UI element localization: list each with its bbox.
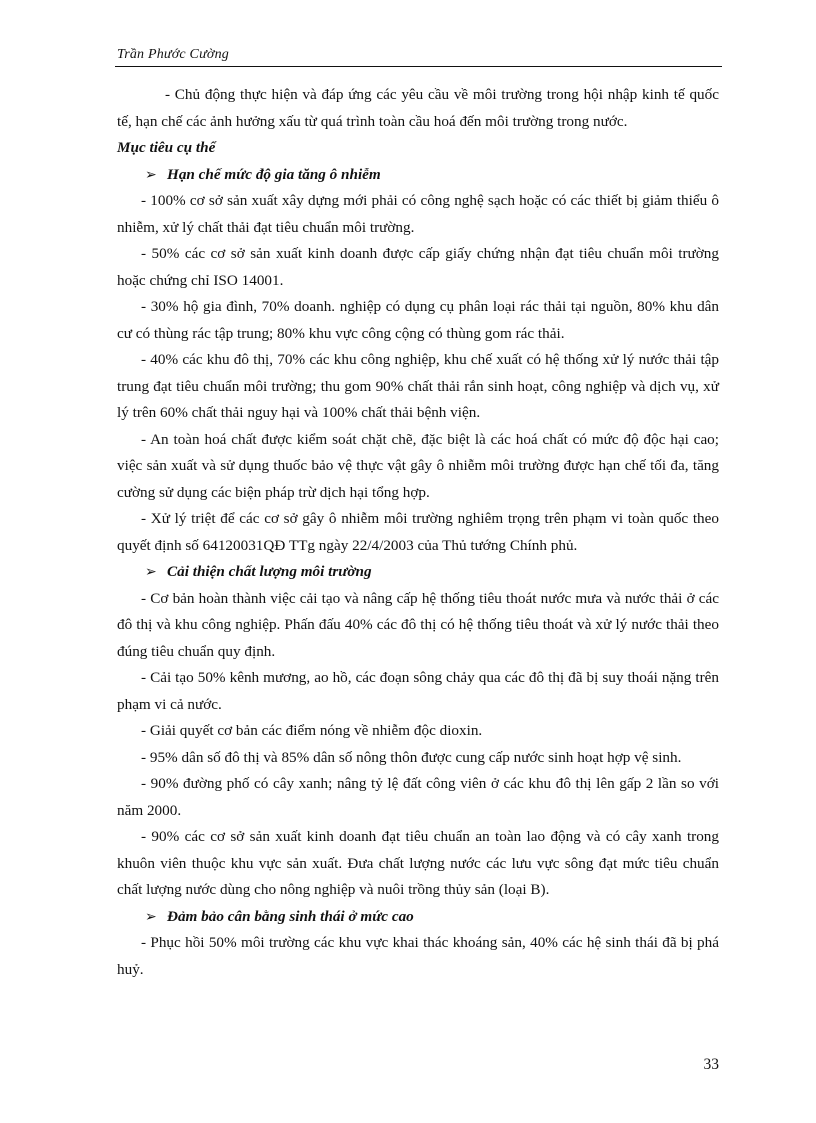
subsection-title: Cải thiện chất lượng môi trường bbox=[167, 563, 372, 580]
intro-paragraph: - Chủ động thực hiện và đáp ứng các yêu cầu về môi trường trong hội nhập kinh tế quốc tế, hạn chế các ảnh hưởng xấu từ quá trình toàn cầu hoá đến môi trường trong nước. bbox=[117, 86, 719, 130]
list-item: - Phục hồi 50% môi trường các khu vực khai thác khoáng sản, 40% các hệ sinh thái đã bị phá huỷ. bbox=[117, 934, 719, 978]
list-item: - 30% hộ gia đình, 70% doanh. nghiệp có dụng cụ phân loại rác thải tại nguồn, 80% khu dân cư có thùng rác tập trung; 80% khu vực công cộng có thùng gom rác thải. bbox=[117, 298, 719, 342]
subsection-heading bbox=[117, 559, 719, 586]
list-item: - Xử lý triệt để các cơ sở gây ô nhiễm môi trường nghiêm trọng trên phạm vi toàn quốc theo quyết định số 64120031QĐ TTg ngày 22/4/2003 của Thủ tướng Chính phủ. bbox=[117, 510, 719, 554]
list-item: - 40% các khu đô thị, 70% các khu công nghiệp, khu chế xuất có hệ thống xử lý nước thải tập trung đạt tiêu chuẩn môi trường; thu gom 90% chất thải rắn sinh hoạt, công nghiệp và dịch vụ, xử lý trên 60% chất thải nguy hại và 100% chất thải bệnh viện. bbox=[117, 351, 719, 421]
arrow-bullet-icon: ➢ bbox=[145, 166, 157, 183]
subsection-title: Hạn chế mức độ gia tăng ô nhiễm bbox=[167, 165, 381, 183]
arrow-bullet-icon: ➢ bbox=[145, 908, 157, 925]
arrow-bullet-icon: ➢ bbox=[145, 564, 157, 580]
list-item: - 100% cơ sở sản xuất xây dựng mới phải có công nghệ sạch hoặc có các thiết bị giảm thiểu ô nhiễm, xử lý chất thải đạt tiêu chuẩn môi trường. bbox=[117, 192, 719, 236]
list-item: - 95% dân số đô thị và 85% dân số nông thôn được cung cấp nước sinh hoạt hợp vệ sinh. bbox=[141, 748, 682, 766]
header-divider bbox=[115, 66, 722, 67]
list-item: - An toàn hoá chất được kiểm soát chặt chẽ, đặc biệt là các hoá chất có mức độ độc hại cao; việc sản xuất và sử dụng thuốc bảo vệ thực vật gây ô nhiễm môi trường được hạn chế tối đa, tăng cường sử dụng các biện pháp trừ dịch hại tổng hợp. bbox=[117, 430, 719, 501]
list-item: - 90% đường phố có cây xanh; nâng tỷ lệ đất công viên ở các khu đô thị lên gấp 2 lần so với năm 2000. bbox=[117, 775, 719, 819]
subsection-title: Đảm bảo cân bằng sinh thái ở mức cao bbox=[167, 907, 414, 925]
body-content bbox=[117, 82, 719, 983]
subsection-heading bbox=[117, 904, 719, 931]
header-author: Trần Phước Cường bbox=[117, 47, 229, 62]
list-item: - Cơ bản hoàn thành việc cải tạo và nâng cấp hệ thống tiêu thoát nước mưa và nước thải ở các đô thị và khu công nghiệp. Phấn đấu 40% các đô thị có hệ thống tiêu thoát và xử lý nước thải theo đúng tiêu chuẩn quy định. bbox=[117, 589, 719, 660]
list-item: - 90% các cơ sở sản xuất kinh doanh đạt tiêu chuẩn an toàn lao động và có cây xanh trong khuôn viên thuộc khu vực sản xuất. Đưa chất lượng nước các lưu vực sông đạt mức tiêu chuẩn chất lượng nước dùng cho nông nghiệp và nuôi trồng thủy sản (loại B). bbox=[117, 828, 719, 898]
list-item: - Giải quyết cơ bản các điểm nóng về nhiễm độc dioxin. bbox=[141, 722, 483, 739]
page-number: 33 bbox=[703, 1056, 719, 1073]
list-item: - 50% các cơ sở sản xuất kinh doanh được cấp giấy chứng nhận đạt tiêu chuẩn môi trường hoặc chứng chỉ ISO 14001. bbox=[117, 245, 719, 289]
section-heading: Mục tiêu cụ thể bbox=[117, 139, 216, 156]
subsection-heading bbox=[117, 162, 719, 189]
list-item: - Cải tạo 50% kênh mương, ao hồ, các đoạn sông chảy qua các đô thị đã bị suy thoái nặng trên phạm vi cả nước. bbox=[117, 669, 719, 713]
